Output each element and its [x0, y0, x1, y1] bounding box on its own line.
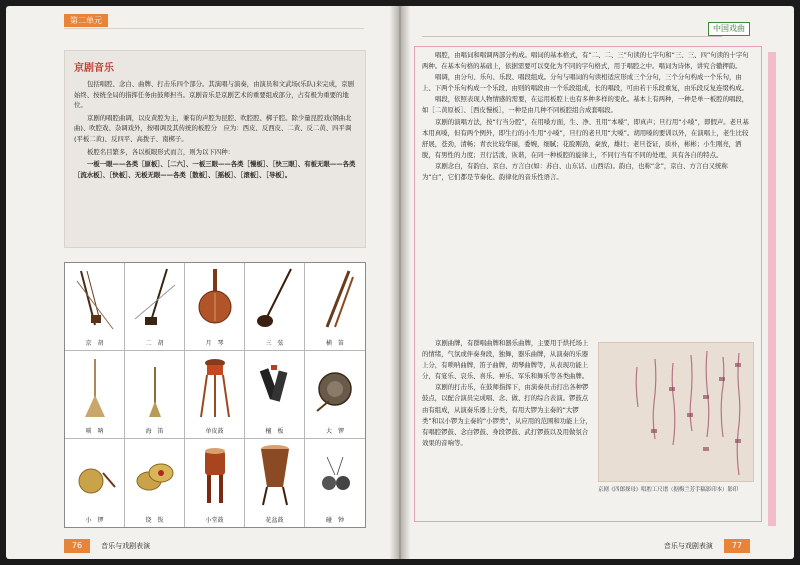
paragraph: 板腔名目繁多，各以板眼形式而言，则为以下四种： [87, 147, 234, 156]
body-text [422, 50, 750, 183]
box-title: 京剧音乐 [74, 63, 114, 74]
tanban-icon [253, 355, 297, 419]
instrument-cell [185, 263, 245, 351]
paragraph: 京剧的唱腔曲调，以皮黄腔为主，兼有的声腔为昆腔、吹腔腔、梆子腔。除少量昆腔戏(钢曲北曲)、吹腔戏、杂调戏外，按唱调及其传统的板腔分 应为：西皮、反西皮、二黄、反二黄、四平调(平板二黄)、反四平、高拨子、南梆子。 [74, 113, 352, 143]
instrument-label: 单皮鼓 [205, 428, 224, 435]
instrument-label: 海 笛 [145, 428, 164, 435]
manuscript-caption: 京剧《四郎探母》唱腔工尺谱（据梅兰芳手稿影印本）影印 [598, 487, 739, 493]
footer-title: 音乐与戏剧表演 [663, 541, 713, 550]
instrument-cell [245, 263, 305, 351]
instrument-cell [65, 439, 125, 527]
paragraph: 京剧曲牌，有群唱曲牌和器乐曲牌，主要用于烘托场上的情绪，气氛或伴奏身段，独舞，器乐曲牌，从演奏的乐器上分，有唢呐曲牌，笛子曲牌，胡琴曲牌等，从表现功能上分，有宴乐、哀乐、喜乐、神乐、军乐和舞乐等各类曲牌。 [422, 339, 589, 381]
instrument-label: 唢 呐 [85, 428, 104, 435]
instrument-label: 花盆鼓 [265, 517, 284, 524]
chapter-tab: 中国戏曲 [708, 22, 750, 36]
instrument-cell [245, 439, 305, 527]
dizi-icon [313, 267, 357, 331]
instrument-cell [185, 351, 245, 439]
paragraph: 京剧念白，有韵白、京白、方言白(如：苏白、山东话、山西话)。韵白，也称“念”，京白、方言白又统称为“白”，它们都是节奏化、韵律化的音乐性语言。 [422, 161, 728, 182]
instrument-label: 大 锣 [325, 428, 344, 435]
huapengu-icon [253, 443, 297, 507]
suona-icon [73, 355, 117, 419]
paragraph: 唱调，由分句、乐句、乐段、唱段组成。分句与唱词的句读相适应形成三个分句，三个分句构成一个乐句，由上、下两个乐句构成一个乐段，由则的唱段由一个乐段组成，长的唱段，可由若干乐段重复，由乐段反复连缀构成。 [422, 73, 748, 93]
paragraph: 唱腔，由唱词和唱调两部分构成。唱词的基本格式，有“二、二、三”句读的七字句和“三、三、四”句读的十字句两种。在基本句格的基础上，依据需要可以变化为不同的字句格式，用于唱腔之中。唱词为诗体，讲究合辙押韵。 [422, 51, 749, 71]
instrument-label: 横 笛 [325, 340, 344, 347]
header-rule [64, 28, 364, 29]
xiaoluo-icon [73, 443, 117, 507]
paragraph: 京剧的打击乐，在鼓师指挥下，由演奏员击打出各种锣鼓点，以配合演员完成唱、念、做、打的综合表演。锣鼓点由有组成，从演奏乐器上分类，有用大锣为主奏的“大锣类”和以小锣为主奏的“小锣类”，从应用的范围和功能上分，有唱腔锣鼓、念白锣鼓、身段锣鼓、武打锣鼓以及用做氛合效果的音响等。 [422, 383, 592, 447]
body-text-narrow [422, 338, 594, 449]
left-page [6, 6, 398, 559]
haidi-icon [133, 355, 177, 419]
instrument-cell [245, 351, 305, 439]
xiaotanggu-icon [193, 443, 237, 507]
naobo-icon [133, 443, 177, 507]
paragraph: 唱段，依照表现人物情感的需要，在运用板腔上也有多种多样的变化。基本上有两种，一种是单一板腔的唱段，如［二黄原板］、［西皮慢板］，一种是由几种不同板腔组合成套唱段。 [422, 95, 749, 115]
sanxian-icon [253, 267, 297, 331]
header-rule [422, 36, 722, 37]
yueqin-icon [193, 267, 237, 331]
board-types-paragraph: 一板一眼——各类［原板］、［二六］、一板三眼——各类［慢板］、［快三眼］、有板无眼——各类［流水板］、［快板］、无板无眼——各类［散板］、［摇板］、［滚板］、［导板］。 [74, 160, 356, 179]
jinghu-icon [73, 267, 117, 331]
daluo-icon [313, 355, 357, 419]
unit-tab: 第二单元 [64, 14, 108, 27]
right-page [402, 6, 794, 559]
instrument-cell [125, 351, 185, 439]
instrument-label: 三 弦 [265, 340, 284, 347]
instrument-label: 檀 板 [265, 428, 284, 435]
instrument-label: 小 锣 [85, 517, 104, 524]
manuscript-score-image [599, 343, 754, 482]
paragraph: 京剧的演唱方法，按“行当分腔”，在用嗓方面，生、净、丑用“本嗓”，即真声；旦行用“小嗓”，即假声。老旦基本用真嗓，但有两个例外，即生行的小生用“小嗓”，旦行的老旦用“大嗓”。胡用嗓的要训以外，在演唱上，老生比较舒展，苍劲，清畅；青衣比较华丽，委婉，细腻；花脸刚劲，豪放，雄壮；老旦苍证，质朴，彬彬；小生刚亮，洒脱，有男性的力度；丑行活泼，诙谐，在同一种板腔的旋律上，不同行当有不同的处理，具有各自的特点。 [422, 117, 749, 159]
instrument-cell [305, 263, 365, 351]
instrument-label: 京 胡 [85, 340, 104, 347]
decorative-side-bar [768, 52, 776, 526]
instrument-cell [185, 439, 245, 527]
jingju-music-box [64, 50, 366, 248]
left-footer [64, 535, 364, 549]
instrument-label: 碰 钟 [325, 517, 344, 524]
manuscript-image [598, 342, 754, 482]
pengzhong-icon [313, 443, 357, 507]
instrument-cell [65, 351, 125, 439]
instrument-label: 铙 钹 [145, 517, 164, 524]
instrument-cell [305, 351, 365, 439]
instrument-cell [65, 263, 125, 351]
instrument-cell [305, 439, 365, 527]
instrument-label: 小堂鼓 [205, 517, 224, 524]
instrument-label: 二 胡 [145, 340, 164, 347]
instrument-cell [125, 439, 185, 527]
page-number: 76 [64, 539, 90, 553]
book-spread [6, 6, 794, 559]
book-gutter [390, 6, 410, 559]
page-number: 77 [724, 539, 750, 553]
footer-title: 音乐与戏剧表演 [101, 541, 151, 550]
danpigu-icon [193, 355, 237, 419]
instrument-cell [125, 263, 185, 351]
paragraph: 包括唱腔、念白、曲牌、打击乐四个部分。其演唱与演奏，由演员和文武场(乐队)来完成，京剧始终、按统全局的指挥任务由鼓师担当。京剧音乐是京剧艺术的重要组成部分，占有极为重要的地位。 [74, 80, 355, 110]
erhu-icon [133, 267, 177, 331]
right-footer [450, 535, 750, 549]
instrument-label: 月 琴 [205, 340, 224, 347]
instrument-grid [64, 262, 366, 528]
